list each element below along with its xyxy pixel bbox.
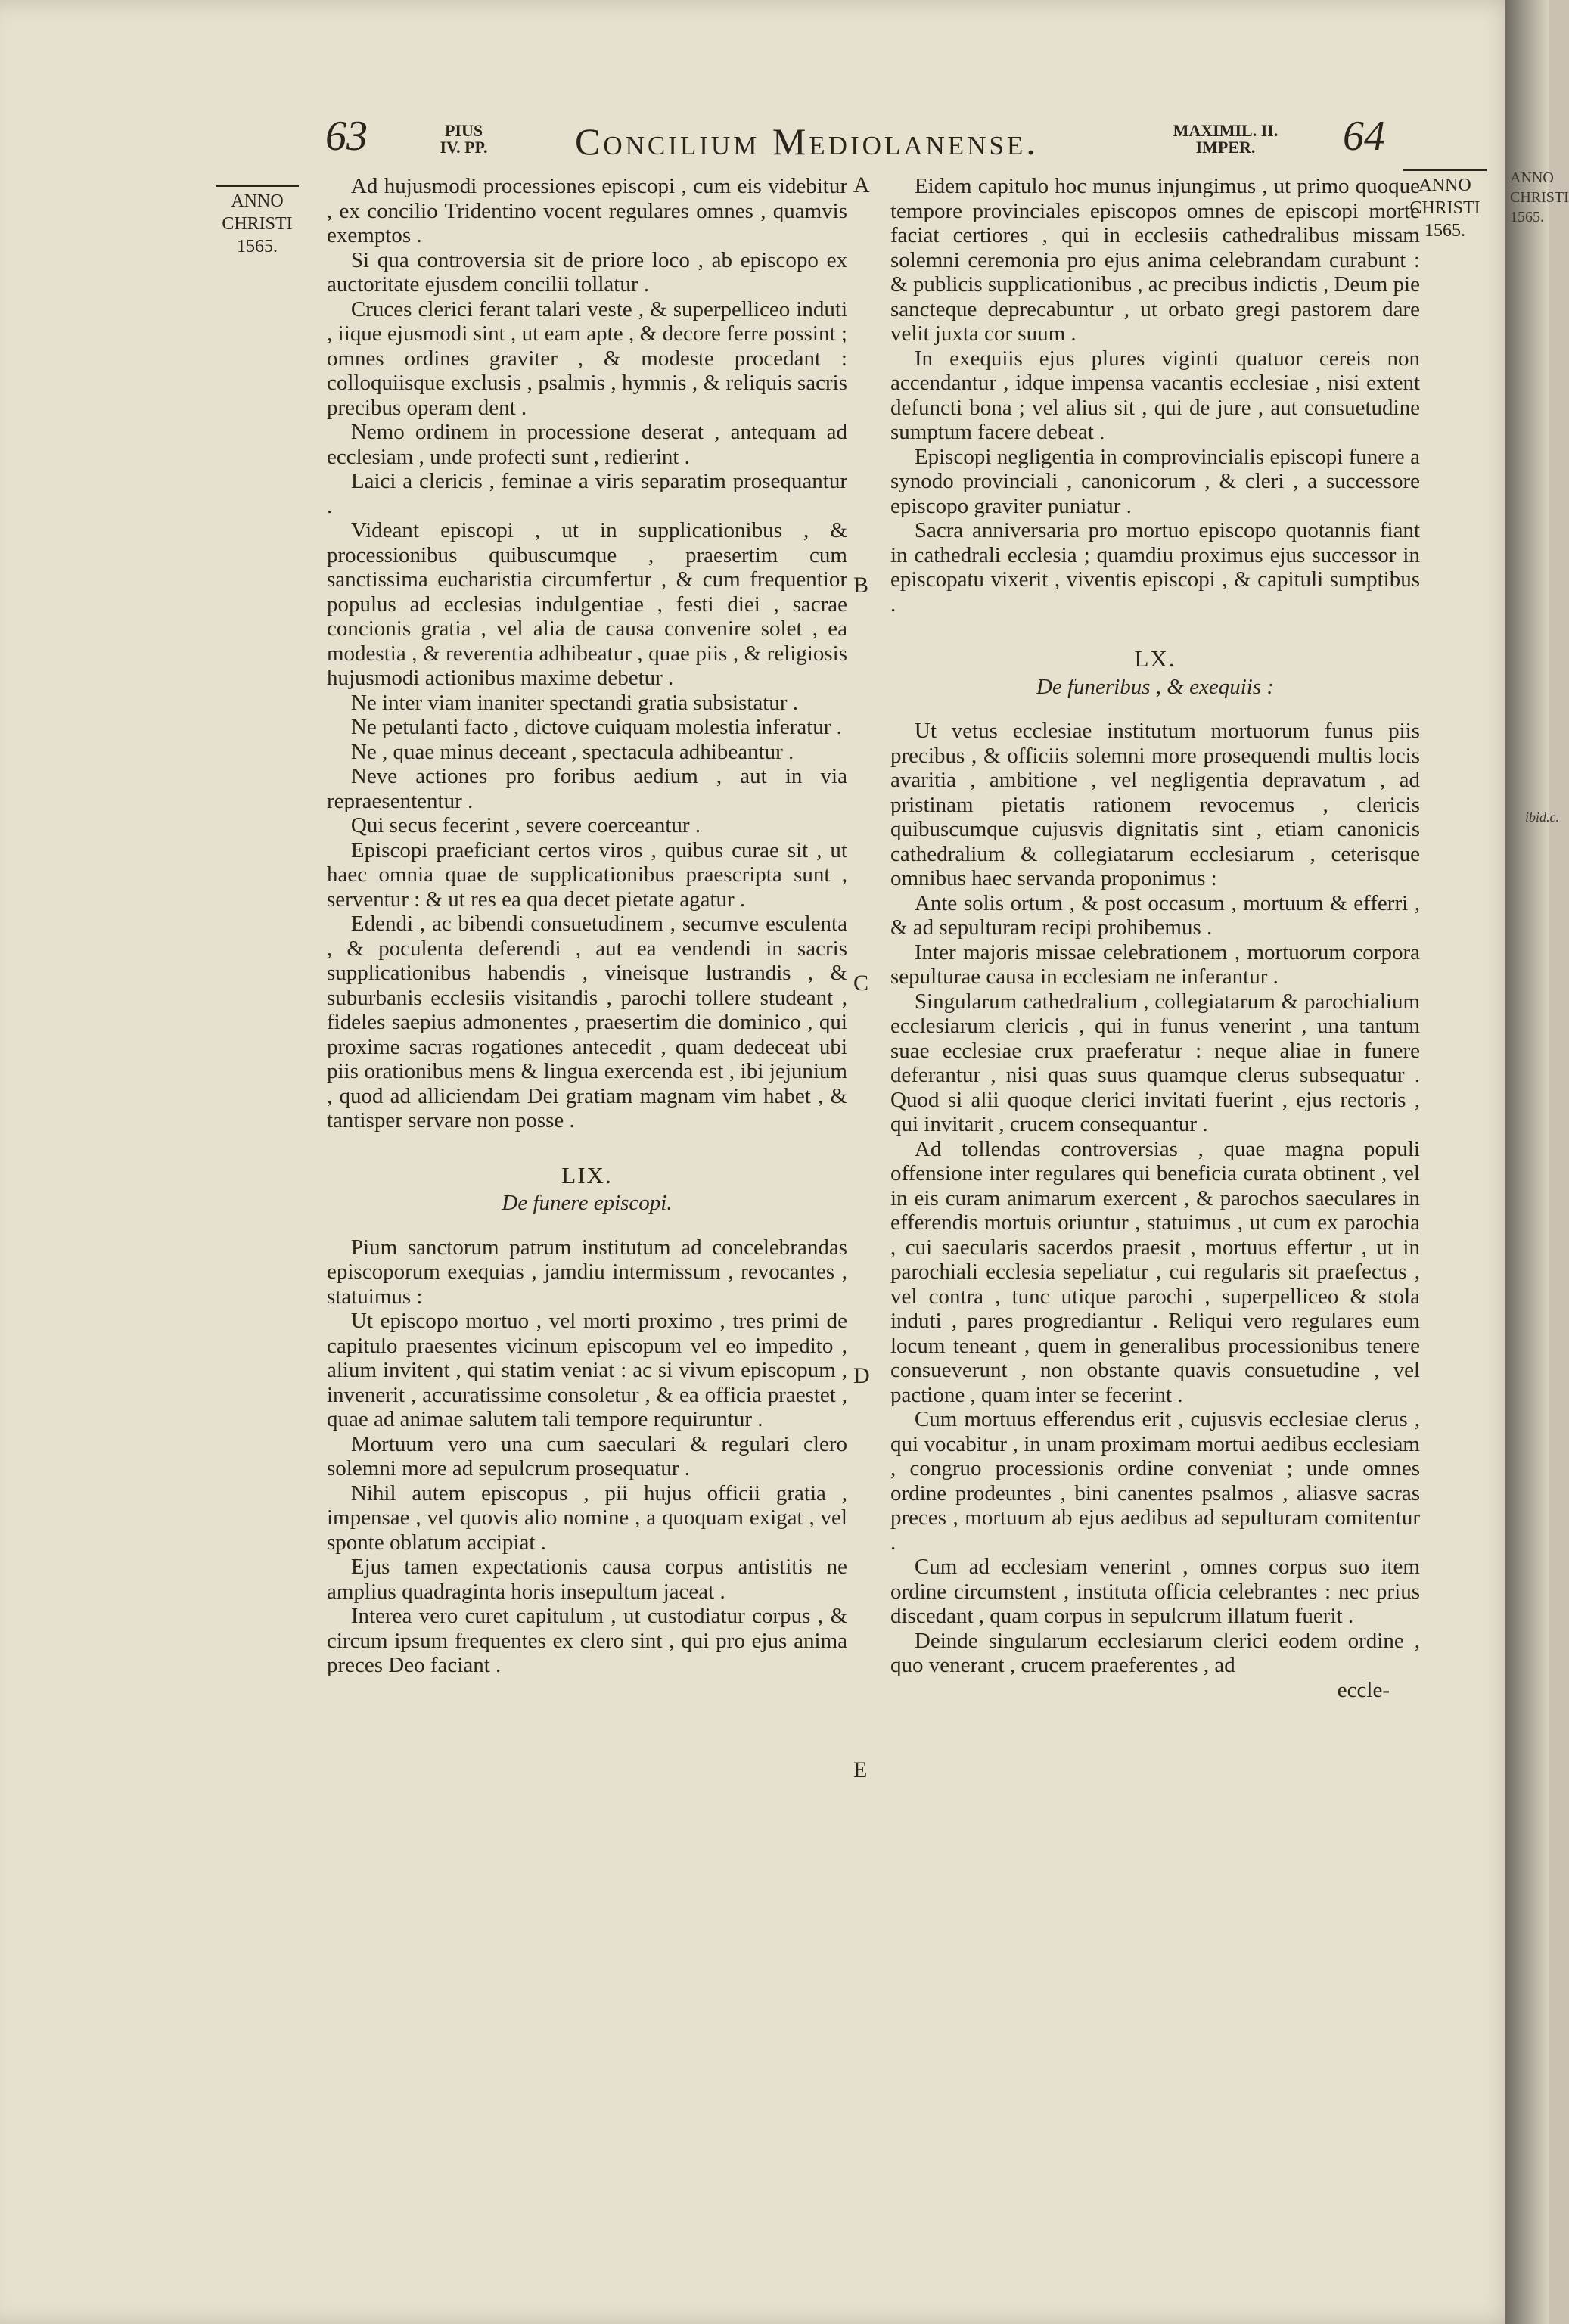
paragraph: In exequiis ejus plures viginti quatuor cereis non accendantur , idque impensa vacantis ecclesiae , nisi extent defuncti bona ; vel alius sit , qui de jure , aut consuetudine sumptum facere debeat . <box>890 346 1420 444</box>
next-page-margin-note: ibid.c. <box>1525 809 1559 825</box>
paragraph: Ut vetus ecclesiae institutum mortuorum funus piis precibus , & officiis solemni more prosequendi multis locis avaritia , ambitione , vel negligentia depravatum , ad pristinam pietatis rationem revocemus , clericis quibuscumque cujusvis dignitatis sint , etiam canonicis cathedralium & collegiatarum ecclesiarum , ceterisque omnibus haec servanda proponimus : <box>890 719 1420 890</box>
paragraph: Edendi , ac bibendi consuetudinem , secumve esculenta , & poculenta deferendi , aut ea vendendi in sacris supplicationibus habendis , vineisque lustrandis , & suburbanis ecclesiis visitandis , parochi tollere studeant , fideles saepius admonentes , praesertim die dominico , qui proxime sacras rogationes antecedit , quam dedeceat ubi piis orationibus mens & lingua exercenda est , ibi jejunium , quod ad alliciendam Dei gratiam magnam vim habet , & tantisper servare non posse . <box>327 912 847 1132</box>
paragraph: Interea vero curet capitulum , ut custodiatur corpus , & circum ipsum frequentes ex clero sint , qui pro ejus anima preces Deo faciant . <box>327 1604 847 1677</box>
section-marker-c: C <box>853 971 869 996</box>
paragraph: Ejus tamen expectationis causa corpus antistitis ne amplius quadraginta horis insepultum jaceat . <box>327 1555 847 1604</box>
paragraph: Ne , quae minus deceant , spectacula adhibeantur . <box>350 739 794 764</box>
year-rule <box>216 185 299 187</box>
left-column <box>327 174 847 1678</box>
paragraph: Episcopi negligentia in comprovincialis episcopi funere a synodo provinciali , canonicorum , & cleri , a successore episcopo graviter puniatur . <box>890 444 1420 518</box>
section-marker-a: A <box>853 172 870 197</box>
year-rule <box>1403 169 1487 171</box>
paragraph: Mortuum vero una cum saeculari & regulari clero solemni more ad sepulcrum prosequatur . <box>327 1431 847 1480</box>
next-page-edge <box>1505 0 1569 2324</box>
right-column <box>890 174 1420 1702</box>
paragraph: Cum ad ecclesiam venerint , omnes corpus suo item ordine circumstent , instituta officia celebrantes : nec prius discedant , quam corpus in sepulcrum illatum fuerit . <box>890 1555 1420 1628</box>
running-title: Concilium Mediolanense. <box>575 120 1039 163</box>
paragraph: Inter majoris missae celebrationem , mortuorum corpora sepulturae causa in ecclesiam ne inferantur . <box>890 940 1420 989</box>
year-line: 1565. <box>237 237 278 256</box>
year-line: ANNO <box>1418 176 1471 195</box>
paragraph: Ante solis ortum , & post occasum , mortuum & efferri , & ad sepulturam recipi prohibemus . <box>890 890 1420 940</box>
paragraph: Ne inter viam inaniter spectandi gratia subsistatur . <box>350 690 798 715</box>
paragraph: Episcopi praeficiant certos viros , quibus curae sit , ut haec omnia quae de supplicationibus praescripta sunt , serventur : & ut res ea qua decet pietate agatur . <box>327 837 847 912</box>
paragraph: Ad hujusmodi processiones episcopi , cum eis videbitur , ex concilio Tridentino vocent regulares omnes , quamvis exemptos . <box>327 174 847 247</box>
paragraph: Nihil autem episcopus , pii hujus officii gratia , impensae , vel quovis alio nomine , a quoquam exigat , vel sponte oblatum accipiat . <box>327 1480 847 1555</box>
year-line: 1565. <box>1425 221 1465 241</box>
paragraph: Ne petulanti facto , dictove cuiquam molestia inferatur . <box>350 715 842 739</box>
year-line: CHRISTI <box>222 214 293 234</box>
year-line: 1565. <box>1510 209 1544 225</box>
paragraph: Deinde singularum ecclesiarum clerici eodem ordine , quo venerant , crucem praeferentes , ad <box>890 1628 1420 1677</box>
paragraph: Ad tollendas controversias , quae magna populi offensione inter regulares qui beneficia curata obtinent , vel in eis curam animarum exercent , & parochos saeculares in efferendis mortuis oriuntur , statuimus , ut cum ex parochia , cui saecularis sacerdos praesit , mortuus effertur , ut in parochiali ecclesia sepeliatur , cui regularis sit praefectus , vel contra , tunc utique parochi , superpelliceo & stola induti , pares progrediantur . Reliqui vero regulares eum locum teneant , quem in generalibus processionibus tenere consueverunt , non obstante quavis consuetudine , vel pactione , quam inter se fecerint . <box>890 1136 1420 1407</box>
section-title: De funeribus , & exequiis : <box>1036 674 1275 699</box>
paragraph: Laici a clericis , feminae a viris separatim prosequantur . <box>327 469 847 518</box>
page-number-left: 63 <box>325 113 368 160</box>
year-line: ANNO <box>1510 169 1554 186</box>
paragraph: Videant episcopi , ut in supplicationibus , & processionibus quibuscumque , praesertim cum sanctissima eucharistia circumfertur , & cum frequentior populus ad ecclesias indulgentiae , festi diei , sacrae concionis gratia , vel alia de causa convenire solet , ea modestia , & reverentia adhibeatur , quae piis , & religiosis hujusmodi actionibus maxime debetur . <box>327 518 847 690</box>
year-line: CHRISTI <box>1409 198 1480 218</box>
running-head-emperor: MAXIMIL. II. IMPER. <box>1173 121 1279 157</box>
running-head-pope: PIUS IV. PP. <box>440 121 488 157</box>
paragraph: Nemo ordinem in processione deserat , antequam ad ecclesiam , unde profecti sunt , redierint . <box>327 420 847 469</box>
paragraph: Sacra anniversaria pro mortuo episcopo quotannis fiant in cathedrali ecclesia ; quamdiu proximus ejus successor in episcopatu vixerit , viventis episcopi , & capituli sumptibus . <box>890 518 1420 617</box>
next-page-year-note <box>1510 168 1569 227</box>
section-marker-d: D <box>853 1363 870 1388</box>
paragraph: Ut episcopo mortuo , vel morti proximo , tres primi de capitulo praesentes vicinum episcopum vel eo impedito , alium invitent , qui statim veniat : ac si vivum episcopum , invenerit , accuratissime consoletur , & ea officia praestet , quae ad animae salutem tali tempore requiruntur . <box>327 1309 847 1431</box>
section-title: De funere episcopi. <box>502 1191 673 1215</box>
paragraph: Eidem capitulo hoc munus injungimus , ut primo quoque tempore provinciales episcopos omnes de episcopi morte faciat certiores , qui in ecclesiis cathedralibus missam solemni ceremonia pro ejus anima celebrandam curabunt : & publicis supplicationibus , ac precibus indictis , Deum pie sancteque deprecabuntur , ut orbato gregi pastorem dare velit juxta cor suum . <box>890 174 1420 346</box>
section-number: LX. <box>1134 645 1176 672</box>
paragraph: Singularum cathedralium , collegiatarum & parochialium ecclesiarum clericis , qui in funus venerint , una tantum suae ecclesiae crux praeferatur : neque aliae in funere deferantur , nisi quas suus quamque clerus subsequatur . Quod si alii quoque clerici invitati fuerint , ejus rectoris , qui invitarit , crucem consequantur . <box>890 989 1420 1136</box>
year-line: CHRISTI <box>1510 189 1569 206</box>
paragraph: Pium sanctorum patrum institutum ad concelebrandas episcoporum exequias , jamdiu intermissum , revocantes , statuimus : <box>327 1235 847 1309</box>
section-number: LIX. <box>561 1161 613 1188</box>
paragraph: Neve actiones pro foribus aedium , aut in via repraesententur . <box>327 764 847 813</box>
year-note-left <box>212 185 303 258</box>
section-marker-b: B <box>853 573 869 598</box>
paragraph: Cruces clerici ferant talari veste , & superpelliceo induti , iique ejusmodi sint , ut eam apte , & decore ferre possint ; omnes ordines graviter , & modeste procedant : colloquiisque exclusis , psalmis , hymnis , & reliquis sacris precibus operam dent . <box>327 297 847 420</box>
year-line: ANNO <box>231 191 284 211</box>
paragraph: Cum mortuus efferendus erit , cujusvis ecclesiae clerus , qui vocabitur , in unam proximam mortui aedibus ecclesiam , congruo processionis ordine conveniat ; unde omnes ordine prodeuntes , bini canentes psalmos , aliasve sacras preces , mortuum ab ejus aedibus ad sepulturam comitentur . <box>890 1407 1420 1555</box>
paragraph: Qui secus fecerint , severe coerceantur . <box>350 813 701 837</box>
paragraph: Si qua controversia sit de priore loco , ab episcopo ex auctoritate ejusdem concilii tollatur . <box>327 247 847 297</box>
section-marker-e: E <box>853 1757 868 1782</box>
catchword: eccle- <box>1337 1677 1390 1702</box>
page-number-right: 64 <box>1343 113 1385 160</box>
